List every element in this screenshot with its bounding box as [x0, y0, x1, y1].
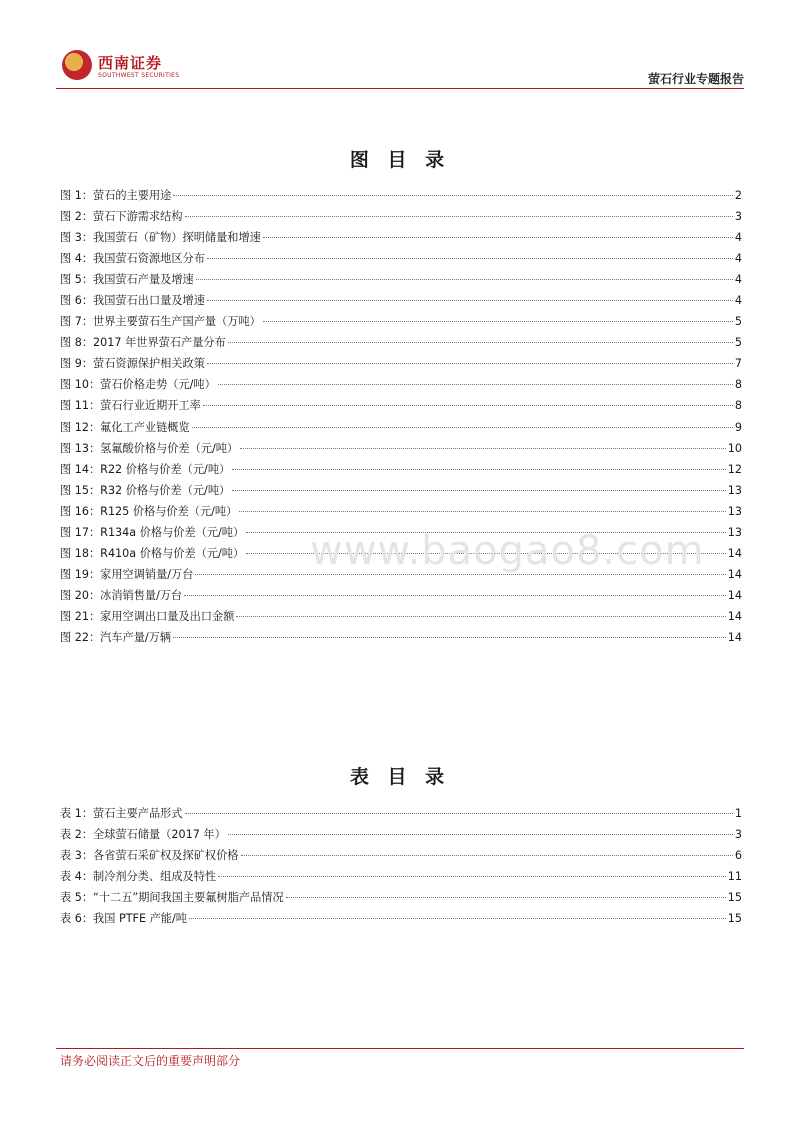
toc-leader-dots	[207, 258, 733, 259]
toc-entry[interactable]	[60, 847, 742, 868]
toc-leader-dots	[207, 363, 733, 364]
toc-entry-label: 图 18：R410a 价格与价差（元/吨）	[60, 546, 245, 560]
toc-leader-dots	[185, 813, 733, 814]
toc-entry[interactable]	[60, 376, 742, 397]
toc-entry[interactable]	[60, 313, 742, 334]
toc-entry[interactable]	[60, 419, 742, 440]
toc-entry[interactable]	[60, 250, 742, 271]
toc-entry-label: 图 20：冰消销售量/万台	[60, 588, 183, 602]
toc-entry[interactable]	[60, 608, 742, 629]
tables-section-title: 表 目 录	[349, 766, 451, 788]
page-header	[56, 38, 744, 90]
toc-entry-label: 图 10：萤石价格走势（元/吨）	[60, 378, 216, 392]
toc-entry-label: 图 14：R22 价格与价差（元/吨）	[60, 462, 231, 476]
toc-entry-page: 13	[727, 483, 742, 497]
toc-entry-label: 图 11：萤石行业近期开工率	[60, 399, 201, 413]
tables-list	[60, 805, 742, 931]
toc-entry-page: 15	[727, 912, 742, 926]
toc-entry[interactable]	[60, 355, 742, 376]
toc-entry-page: 4	[734, 252, 742, 266]
toc-leader-dots	[218, 384, 733, 385]
toc-entry-label: 图 16：R125 价格与价差（元/吨）	[60, 504, 238, 518]
toc-leader-dots	[228, 834, 733, 835]
logo-english-name: SOUTHWEST SECURITIES	[98, 72, 180, 79]
toc-entry-label: 图 22：汽车产量/万辆	[60, 630, 172, 644]
toc-entry-page: 10	[727, 441, 742, 455]
toc-entry-label: 图 6：我国萤石出口量及增速	[60, 294, 205, 308]
toc-leader-dots	[232, 490, 726, 491]
toc-leader-dots	[173, 637, 726, 638]
toc-leader-dots	[192, 427, 733, 428]
toc-entry[interactable]	[60, 292, 742, 313]
toc-entry-page: 14	[727, 546, 742, 560]
toc-entry-label: 表 6：我国 PTFE 产能/吨	[60, 912, 187, 926]
toc-leader-dots	[240, 448, 726, 449]
toc-entry[interactable]	[60, 587, 742, 608]
toc-entry-page: 12	[727, 462, 742, 476]
footer-divider	[56, 1048, 744, 1049]
toc-entry-page: 9	[734, 420, 742, 434]
toc-leader-dots	[241, 855, 733, 856]
toc-entry-label: 表 1：萤石主要产品形式	[60, 807, 183, 820]
figures-section-title: 图 目 录	[349, 149, 451, 171]
toc-entry[interactable]	[60, 461, 742, 482]
toc-entry[interactable]	[60, 826, 742, 847]
toc-entry-label: 图 1：萤石的主要用途	[60, 189, 172, 202]
toc-entry-page: 5	[734, 336, 742, 350]
toc-entry-page: 7	[734, 357, 742, 371]
watermark: www.baogao8.com	[310, 528, 705, 574]
toc-entry-page: 4	[734, 294, 742, 308]
toc-entry-label: 图 8：2017 年世界萤石产量分布	[60, 336, 226, 350]
toc-entry[interactable]	[60, 889, 742, 910]
toc-leader-dots	[184, 595, 726, 596]
toc-entry-label: 图 2：萤石下游需求结构	[60, 210, 183, 224]
toc-leader-dots	[236, 616, 725, 617]
toc-leader-dots	[207, 300, 733, 301]
toc-entry-page: 8	[734, 378, 742, 392]
toc-entry-page: 13	[727, 525, 742, 539]
toc-entry-page: 8	[734, 399, 742, 413]
toc-entry[interactable]	[60, 187, 742, 208]
toc-leader-dots	[173, 195, 733, 196]
toc-entry-page: 14	[727, 609, 742, 623]
toc-entry-page: 14	[727, 630, 742, 644]
toc-entry[interactable]	[60, 868, 742, 889]
toc-entry-label: 表 3：各省萤石采矿权及探矿权价格	[60, 849, 239, 863]
toc-entry-label: 图 3：我国萤石（矿物）探明储量和增速	[60, 231, 261, 245]
toc-entry-label: 表 5：“十二五”期间我国主要氟树脂产品情况	[60, 891, 284, 905]
toc-entry-page: 5	[734, 315, 742, 329]
toc-leader-dots	[239, 511, 725, 512]
toc-leader-dots	[232, 469, 726, 470]
toc-leader-dots	[196, 279, 733, 280]
toc-entry-page: 3	[734, 210, 742, 224]
toc-entry-label: 表 2：全球萤石储量（2017 年）	[60, 828, 226, 842]
toc-leader-dots	[228, 342, 733, 343]
toc-leader-dots	[263, 321, 733, 322]
logo-chinese-name: 西南证券	[98, 54, 163, 72]
toc-entry-label: 图 13：氢氟酸价格与价差（元/吨）	[60, 441, 239, 455]
toc-entry-label: 图 5：我国萤石产量及增速	[60, 273, 194, 287]
toc-entry-label: 图 17：R134a 价格与价差（元/吨）	[60, 525, 245, 539]
toc-entry-label: 图 9：萤石资源保护相关政策	[60, 357, 205, 371]
toc-entry[interactable]	[60, 910, 742, 931]
toc-entry[interactable]	[60, 229, 742, 250]
toc-entry-page: 6	[734, 849, 742, 863]
report-title: 萤石行业专题报告	[647, 72, 744, 86]
toc-leader-dots	[189, 918, 726, 919]
toc-entry-page: 4	[734, 231, 742, 245]
toc-entry-label: 图 7：世界主要萤石生产国产量（万吨）	[60, 315, 261, 329]
toc-entry[interactable]	[60, 503, 742, 524]
toc-entry[interactable]	[60, 440, 742, 461]
toc-entry-page: 2	[734, 189, 742, 202]
toc-leader-dots	[263, 237, 733, 238]
toc-entry-label: 图 19：家用空调销量/万台	[60, 567, 194, 581]
toc-entry-label: 图 4：我国萤石资源地区分布	[60, 252, 205, 266]
logo-emblem	[62, 50, 92, 80]
toc-entry[interactable]	[60, 208, 742, 229]
toc-entry[interactable]	[60, 629, 742, 650]
toc-entry[interactable]	[60, 482, 742, 503]
footer-notice: 请务必阅读正文后的重要声明部分	[60, 1054, 241, 1068]
toc-leader-dots	[218, 876, 726, 877]
header-divider	[56, 88, 744, 89]
toc-leader-dots	[286, 897, 726, 898]
toc-entry-page: 14	[727, 567, 742, 581]
toc-entry-page: 3	[734, 828, 742, 842]
toc-entry-page: 13	[727, 504, 742, 518]
toc-entry[interactable]	[60, 805, 742, 826]
toc-entry-page: 14	[727, 588, 742, 602]
toc-entry[interactable]	[60, 271, 742, 292]
toc-entry-page: 11	[727, 870, 742, 884]
toc-entry-label: 图 12：氟化工产业链概览	[60, 420, 190, 434]
company-logo	[56, 46, 196, 86]
figures-list	[60, 187, 742, 650]
toc-entry-page: 4	[734, 273, 742, 287]
toc-entry-label: 表 4：制冷剂分类、组成及特性	[60, 870, 217, 884]
toc-entry-page: 1	[734, 807, 742, 820]
toc-leader-dots	[185, 216, 733, 217]
toc-entry-page: 15	[727, 891, 742, 905]
toc-entry-label: 图 15：R32 价格与价差（元/吨）	[60, 483, 231, 497]
toc-leader-dots	[203, 405, 733, 406]
toc-entry-label: 图 21：家用空调出口量及出口金额	[60, 609, 235, 623]
toc-entry[interactable]	[60, 397, 742, 418]
toc-entry[interactable]	[60, 334, 742, 355]
